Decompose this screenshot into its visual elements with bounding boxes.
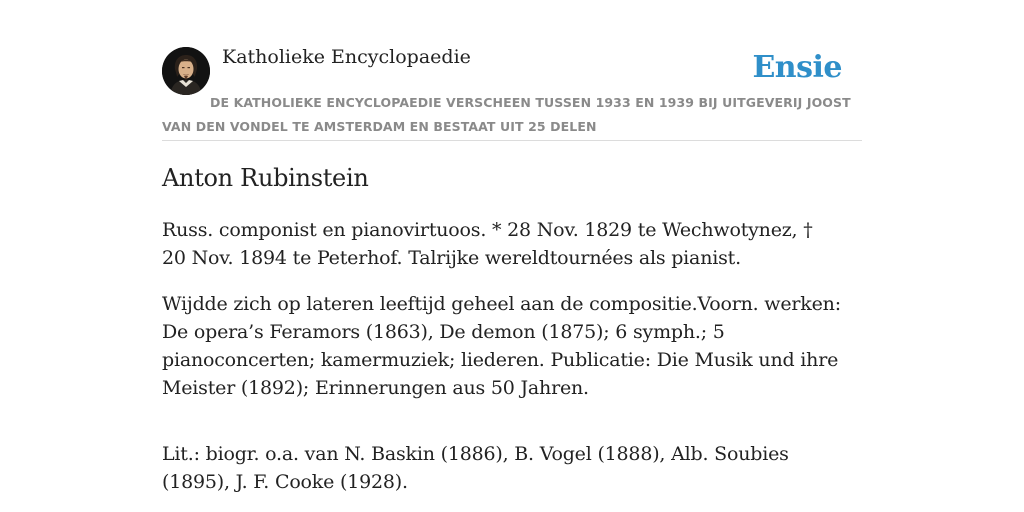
site-title[interactable]: Katholieke Encyclopaedie [222,46,471,68]
article-paragraph: Russ. componist en pianovirtuoos. * 28 Nov. 1829 te Wechwotynez, † 20 Nov. 1894 te Peterhof. Talrijke wereldtournées als pianist. [162,219,813,269]
site-header [162,44,862,141]
brand-logo[interactable]: Ensie [752,50,842,85]
article [162,160,842,512]
site-subtitle: DE KATHOLIEKE ENCYCLOPAEDIE VERSCHEEN TUSSEN 1933 EN 1939 BIJ UITGEVERIJ JOOST VAN DEN VONDEL TE AMSTERDAM EN BESTAAT UIT 25 DELEN [162,95,851,134]
article-title: Anton Rubinstein [162,164,369,192]
portrait-avatar-icon[interactable] [162,47,210,95]
article-literature: Lit.: biogr. o.a. van N. Baskin (1886), B. Vogel (1888), Alb. Soubies (1895), J. F. Cooke (1928). [162,443,789,493]
article-paragraph: Wijdde zich op lateren leeftijd geheel aan de compositie.Voorn. werken: De opera’s Feramors (1863), De demon (1875); 6 symph.; 5 pianoconcerten; kamermuziek; liederen. Publicatie: Die Musik und ihre Meister (1892); Erinnerungen aus 50 Jahren. [162,293,841,399]
